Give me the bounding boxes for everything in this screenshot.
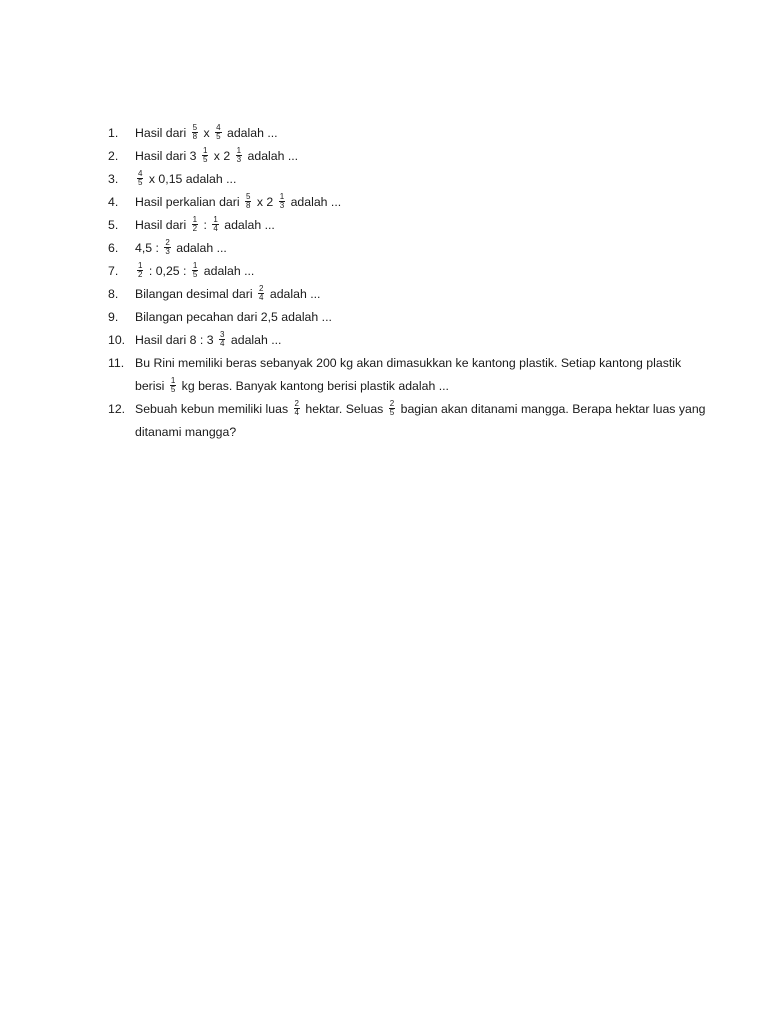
fraction-denominator: 4	[220, 339, 225, 349]
question-number: 6.	[108, 241, 119, 255]
fraction-denominator: 4	[259, 293, 264, 303]
question-text-segment: adalah ...	[200, 264, 255, 278]
question-text	[135, 122, 708, 145]
fraction-numerator: 3	[220, 330, 225, 340]
fraction-numerator: 4	[138, 169, 143, 179]
question-text	[135, 329, 708, 352]
fraction-numerator: 2	[165, 238, 170, 248]
fraction	[212, 216, 218, 233]
fraction-denominator: 2	[192, 224, 198, 234]
question-text-segment: adalah ...	[223, 126, 278, 140]
question-number: 8.	[108, 287, 119, 301]
question-item	[108, 191, 708, 214]
question-number: 1.	[108, 126, 119, 140]
fraction-denominator: 8	[246, 201, 251, 211]
fraction-numerator: 1	[192, 215, 198, 225]
fraction-denominator: 2	[138, 270, 143, 280]
question-text	[135, 214, 708, 237]
question-item	[108, 352, 708, 398]
fraction-numerator: 2	[294, 399, 299, 409]
question-text-segment: Hasil perkalian dari	[135, 195, 243, 209]
question-item	[108, 283, 708, 306]
fraction	[192, 124, 198, 141]
question-number: 10.	[108, 333, 126, 347]
question-text-segment: x 2	[253, 195, 277, 209]
fraction-numerator: 1	[279, 192, 285, 202]
fraction	[294, 400, 300, 417]
fraction-numerator: 1	[236, 146, 242, 156]
question-text-segment: adalah ...	[287, 195, 342, 209]
question-text-segment: Hasil dari	[135, 126, 190, 140]
question-text-segment: kg beras. Banyak kantong berisi plastik adalah ...	[178, 379, 449, 393]
fraction	[137, 170, 143, 187]
fraction	[258, 285, 264, 302]
question-text	[135, 168, 708, 191]
fraction	[192, 262, 198, 279]
question-text-segment: x 2	[210, 149, 234, 163]
question-number: 5.	[108, 218, 119, 232]
fraction-numerator: 5	[192, 123, 198, 133]
question-text-segment: x	[200, 126, 214, 140]
question-text	[135, 306, 708, 329]
question-text	[135, 145, 708, 168]
fraction-numerator: 1	[192, 261, 198, 271]
question-item	[108, 329, 708, 352]
question-item	[108, 145, 708, 168]
question-text-segment: : 0,25 :	[145, 264, 190, 278]
question-number: 3.	[108, 172, 119, 186]
question-text-segment: Sebuah kebun memiliki luas	[135, 402, 292, 416]
fraction-denominator: 5	[216, 132, 221, 142]
fraction	[236, 147, 242, 164]
question-item	[108, 122, 708, 145]
question-text-segment: Bilangan desimal dari	[135, 287, 256, 301]
question-item	[108, 214, 708, 237]
fraction-numerator: 1	[170, 376, 176, 386]
fraction-denominator: 3	[279, 201, 285, 211]
fraction-numerator: 1	[202, 146, 208, 156]
fraction	[170, 377, 176, 394]
question-text-segment: Bilangan pecahan dari 2,5 adalah ...	[135, 310, 332, 324]
question-number: 12.	[108, 402, 126, 416]
fraction-denominator: 4	[294, 408, 299, 418]
fraction-denominator: 5	[192, 270, 198, 280]
question-number: 2.	[108, 149, 119, 163]
fraction-denominator: 5	[138, 178, 143, 188]
fraction	[164, 239, 170, 256]
question-text	[135, 191, 708, 214]
fraction-denominator: 3	[165, 247, 170, 257]
fraction	[215, 124, 221, 141]
question-text-segment: bagian akan ditanami mangga. Berapa hektar luas yang ditanami mangga?	[135, 402, 706, 439]
fraction	[279, 193, 285, 210]
fraction-numerator: 1	[213, 215, 218, 225]
question-list	[108, 122, 708, 444]
fraction-numerator: 2	[389, 399, 395, 409]
fraction-numerator: 5	[246, 192, 251, 202]
question-text	[135, 352, 708, 398]
fraction-numerator: 4	[216, 123, 221, 133]
question-text	[135, 260, 708, 283]
fraction	[192, 216, 198, 233]
question-text-segment: 4,5 :	[135, 241, 163, 255]
fraction-denominator: 4	[213, 224, 218, 234]
question-text-segment: Hasil dari 3	[135, 149, 200, 163]
question-text-segment: adalah ...	[172, 241, 227, 255]
question-item	[108, 168, 708, 191]
fraction-numerator: 2	[259, 284, 264, 294]
fraction-numerator: 1	[138, 261, 143, 271]
question-item	[108, 237, 708, 260]
fraction	[219, 331, 225, 348]
question-item	[108, 398, 708, 444]
fraction-denominator: 5	[389, 408, 395, 418]
question-item	[108, 306, 708, 329]
question-text-segment: x 0,15 adalah ...	[145, 172, 237, 186]
question-number: 9.	[108, 310, 119, 324]
question-text	[135, 237, 708, 260]
fraction-denominator: 5	[170, 385, 176, 395]
question-text-segment: adalah ...	[244, 149, 299, 163]
fraction-denominator: 3	[236, 155, 242, 165]
question-text-segment: hektar. Seluas	[301, 402, 387, 416]
fraction	[389, 400, 395, 417]
fraction	[245, 193, 251, 210]
question-number: 7.	[108, 264, 119, 278]
question-text-segment: Bu Rini memiliki beras sebanyak 200 kg akan dimasukkan ke kantong plastik. Setiap kantong plastik berisi	[135, 356, 682, 393]
question-text-segment: adalah ...	[227, 333, 282, 347]
fraction	[202, 147, 208, 164]
question-item	[108, 260, 708, 283]
question-number: 11.	[108, 356, 125, 370]
question-number: 4.	[108, 195, 119, 209]
fraction	[137, 262, 143, 279]
question-text-segment: Hasil dari 8 : 3	[135, 333, 218, 347]
fraction-denominator: 5	[202, 155, 208, 165]
question-text-segment: adalah ...	[266, 287, 321, 301]
question-text-segment: :	[200, 218, 211, 232]
question-text-segment: adalah ...	[220, 218, 275, 232]
question-text-segment: Hasil dari	[135, 218, 190, 232]
question-text	[135, 283, 708, 306]
question-text	[135, 398, 708, 444]
fraction-denominator: 8	[192, 132, 198, 142]
